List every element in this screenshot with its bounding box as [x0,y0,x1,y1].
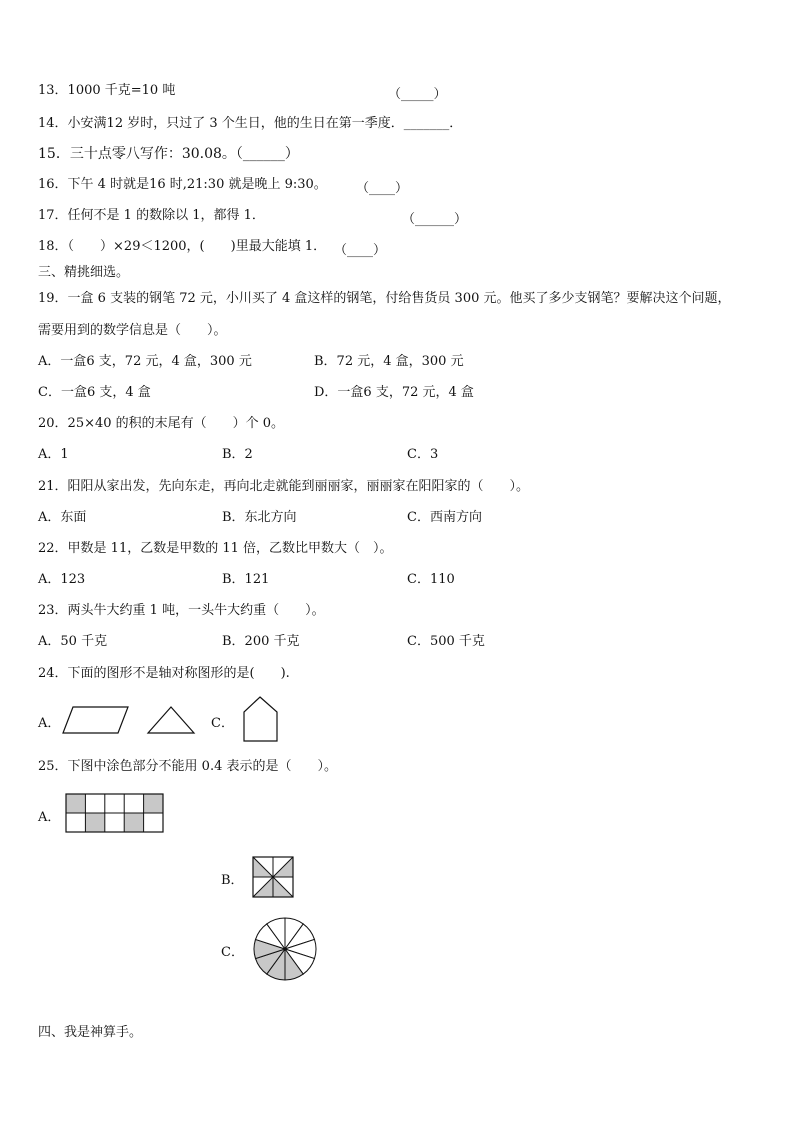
circle-ten-sectors [254,918,316,980]
answer-blank-17: （______） [402,212,468,227]
q19-option-d: D．一盒6 支，72 元，4 盒 [314,385,474,400]
question-19-line1: 19．一盒 6 支装的钢笔 72 元，小川买了 4 盒这样的钢笔，付给售货员 300 元。他买了多少支钢笔？要解决这个问题， [38,291,731,306]
question-15: 15．三十点零八写作：30.08。（______） [38,146,299,162]
q24-label-a: A． [38,716,61,731]
q22-option-a: A．123 [38,572,86,587]
section-4-heading: 四、我是神算手。 [38,1025,143,1040]
question-19-line2: 需要用到的数学信息是（ ）。 [38,323,227,338]
question-18: 18．（ ）×29＜1200，( )里最大能填 1． [38,239,327,254]
q25-label-c: C． [221,945,244,960]
question-13-text: 13．1000 千克=10 吨 [38,83,176,98]
answer-blank-13: （_____） [388,87,447,102]
q24-label-c: C． [211,716,234,731]
q23-option-b: B．200 千克 [222,634,300,649]
section-3-heading: 三、精挑细选。 [38,265,130,280]
question-24: 24．下面的图形不是轴对称图形的是( ). [38,666,290,681]
question-16: 16．下午 4 时就是16 时,21:30 就是晚上 9:30。 [38,177,327,192]
q19-option-c: C．一盒6 支，4 盒 [38,385,151,400]
question-23: 23．两头牛大约重 1 吨，一头牛大约重（ ）。 [38,603,325,618]
question-22: 22．甲数是 11，乙数是甲数的 11 倍，乙数比甲数大（ ）。 [38,541,393,556]
question-21: 21．阳阳从家出发，先向东走，再向北走就能到丽丽家，丽丽家在阳阳家的（ ）。 [38,479,530,494]
q21-option-c: C．西南方向 [407,510,482,525]
q19-option-a: A．一盒6 支，72 元，4 盒，300 元 [38,354,252,369]
q19-option-b: B．72 元，4 盒，300 元 [314,354,464,369]
answer-blank-18: （____） [334,243,387,258]
q25-label-b: B． [221,873,244,888]
q20-option-c: C．3 [407,447,439,462]
q23-option-a: A．50 千克 [38,634,108,649]
q22-option-c: C．110 [407,572,455,587]
question-25: 25．下图中涂色部分不能用 0.4 表示的是（ ）。 [38,759,337,774]
q20-option-b: B．2 [222,447,253,462]
question-17: 17．任何不是 1 的数除以 1，都得 1． [38,208,265,223]
answer-blank-16: （____） [356,181,409,196]
q25-label-a: A． [38,810,61,825]
question-20: 20．25×40 的积的末尾有（ ）个 0。 [38,416,285,431]
q21-option-b: B．东北方向 [222,510,297,525]
q23-option-c: C．500 千克 [407,634,485,649]
q22-option-b: B．121 [222,572,270,587]
q20-option-a: A．1 [38,447,69,462]
q21-option-a: A．东面 [38,510,87,525]
question-14: 14．小安满12 岁时，只过了 3 个生日，他的生日在第一季度．_______． [38,116,463,131]
